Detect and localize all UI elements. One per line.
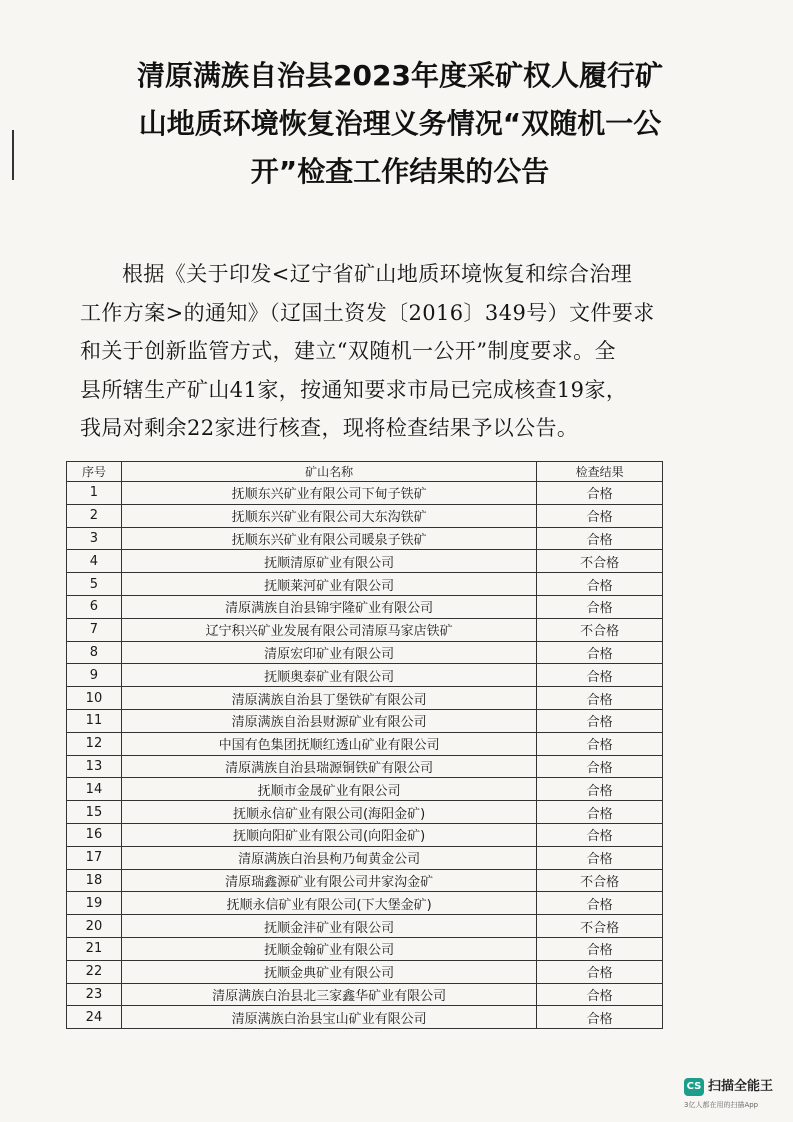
- row-result: 合格: [537, 801, 663, 824]
- row-mine-name: 抚顺清原矿业有限公司: [121, 550, 536, 573]
- row-index: 3: [67, 527, 122, 550]
- row-result: 合格: [537, 983, 663, 1006]
- table-row: [67, 573, 663, 596]
- row-result: 合格: [537, 482, 663, 505]
- row-index: 19: [67, 892, 122, 915]
- title-line-3: 开”检查工作结果的公告: [250, 155, 550, 188]
- paragraph-line-1: 根据《关于印发<辽宁省矿山地质环境恢复和综合治理: [122, 262, 633, 286]
- row-mine-name: 清原满族自治县瑞源铜铁矿有限公司: [121, 755, 536, 778]
- row-mine-name: 清原满族白治县枸乃甸黄金公司: [121, 846, 536, 869]
- row-index: 13: [67, 755, 122, 778]
- row-index: 9: [67, 664, 122, 687]
- table-row: [67, 732, 663, 755]
- header-result: 检查结果: [537, 462, 663, 482]
- row-result: 不合格: [537, 550, 663, 573]
- row-mine-name: 抚顺奥泰矿业有限公司: [121, 664, 536, 687]
- row-index: 21: [67, 937, 122, 960]
- row-mine-name: 抚顺市金晟矿业有限公司: [121, 778, 536, 801]
- table-row: [67, 709, 663, 732]
- announcement-title: [70, 52, 730, 196]
- row-index: 15: [67, 801, 122, 824]
- row-index: 5: [67, 573, 122, 596]
- row-mine-name: 清原满族白治县北三家鑫华矿业有限公司: [121, 983, 536, 1006]
- row-index: 23: [67, 983, 122, 1006]
- watermark-app-name: 扫描全能王: [708, 1079, 774, 1094]
- table-row: [67, 937, 663, 960]
- scanner-watermark: [684, 1078, 784, 1114]
- row-mine-name: 中国有色集团抚顺红透山矿业有限公司: [121, 732, 536, 755]
- table-row: [67, 801, 663, 824]
- row-mine-name: 抚顺东兴矿业有限公司下甸子铁矿: [121, 482, 536, 505]
- paragraph-line-3: 和关于创新监管方式，建立“双随机一公开”制度要求。全: [80, 339, 616, 363]
- row-index: 22: [67, 960, 122, 983]
- row-result: 合格: [537, 892, 663, 915]
- row-mine-name: 清原满族自治县财源矿业有限公司: [121, 709, 536, 732]
- table-header-row: [67, 462, 663, 482]
- row-mine-name: 抚顺永信矿业有限公司(海阳金矿): [121, 801, 536, 824]
- table-row: [67, 892, 663, 915]
- row-index: 18: [67, 869, 122, 892]
- row-result: 不合格: [537, 869, 663, 892]
- row-index: 14: [67, 778, 122, 801]
- row-index: 24: [67, 1006, 122, 1029]
- row-result: 合格: [537, 527, 663, 550]
- table-row: [67, 778, 663, 801]
- row-index: 7: [67, 618, 122, 641]
- row-result: 合格: [537, 1006, 663, 1029]
- table-row: [67, 915, 663, 938]
- header-index: 序号: [67, 462, 122, 482]
- paragraph-line-5: 我局对剩余22家进行核查，现将检查结果予以公告。: [80, 416, 579, 440]
- row-result: 合格: [537, 595, 663, 618]
- row-result: 合格: [537, 937, 663, 960]
- row-index: 17: [67, 846, 122, 869]
- row-index: 10: [67, 687, 122, 710]
- table-row: [67, 550, 663, 573]
- row-index: 6: [67, 595, 122, 618]
- table-row: [67, 1006, 663, 1029]
- table-row: [67, 687, 663, 710]
- camscanner-logo-icon: CS: [684, 1078, 704, 1096]
- row-result: 合格: [537, 823, 663, 846]
- row-result: 合格: [537, 778, 663, 801]
- table-row: [67, 960, 663, 983]
- table-row: [67, 869, 663, 892]
- row-result: 合格: [537, 846, 663, 869]
- row-mine-name: 清原满族自治县锦宇隆矿业有限公司: [121, 595, 536, 618]
- row-result: 不合格: [537, 915, 663, 938]
- row-index: 8: [67, 641, 122, 664]
- paragraph-line-4: 县所辖生产矿山41家，按通知要求市局已完成核查19家，: [80, 377, 628, 402]
- row-result: 合格: [537, 641, 663, 664]
- table-row: [67, 618, 663, 641]
- row-index: 12: [67, 732, 122, 755]
- table-row: [67, 527, 663, 550]
- row-result: 合格: [537, 709, 663, 732]
- row-mine-name: 抚顺东兴矿业有限公司暖泉子铁矿: [121, 527, 536, 550]
- row-mine-name: 抚顺永信矿业有限公司(下大堡金矿): [121, 892, 536, 915]
- table-row: [67, 823, 663, 846]
- row-index: 1: [67, 482, 122, 505]
- table-row: [67, 482, 663, 505]
- row-result: 合格: [537, 732, 663, 755]
- row-mine-name: 清原瑞鑫源矿业有限公司井家沟金矿: [121, 869, 536, 892]
- row-mine-name: 抚顺东兴矿业有限公司大东沟铁矿: [121, 504, 536, 527]
- row-index: 11: [67, 709, 122, 732]
- row-result: 合格: [537, 755, 663, 778]
- row-index: 20: [67, 915, 122, 938]
- row-mine-name: 清原满族白治县宝山矿业有限公司: [121, 1006, 536, 1029]
- row-mine-name: 抚顺金翰矿业有限公司: [121, 937, 536, 960]
- title-line-2: 山地质环境恢复治理义务情况“双随机一公: [138, 107, 662, 140]
- row-index: 4: [67, 550, 122, 573]
- row-result: 合格: [537, 687, 663, 710]
- row-mine-name: 抚顺金沣矿业有限公司: [121, 915, 536, 938]
- row-result: 不合格: [537, 618, 663, 641]
- row-result: 合格: [537, 504, 663, 527]
- title-line-1: 清原满族自治县2023年度采矿权人履行矿: [137, 59, 663, 92]
- row-index: 2: [67, 504, 122, 527]
- watermark-tagline: 3亿人都在用的扫描App: [684, 1101, 759, 1109]
- table-row: [67, 664, 663, 687]
- scan-mark: [12, 130, 18, 180]
- table-row: [67, 595, 663, 618]
- row-result: 合格: [537, 573, 663, 596]
- header-mine-name: 矿山名称: [121, 462, 536, 482]
- table-row: [67, 755, 663, 778]
- row-mine-name: 辽宁积兴矿业发展有限公司清原马家店铁矿: [121, 618, 536, 641]
- row-index: 16: [67, 823, 122, 846]
- table-row: [67, 504, 663, 527]
- table-row: [67, 846, 663, 869]
- body-paragraph: [80, 255, 660, 448]
- row-mine-name: 抚顺金典矿业有限公司: [121, 960, 536, 983]
- row-mine-name: 清原宏印矿业有限公司: [121, 641, 536, 664]
- inspection-results-table: [66, 461, 663, 1029]
- paragraph-line-2: 工作方案>的通知》（辽国土资发〔2016〕349号）文件要求: [80, 300, 655, 325]
- table-row: [67, 983, 663, 1006]
- row-mine-name: 抚顺向阳矿业有限公司(向阳金矿): [121, 823, 536, 846]
- row-result: 合格: [537, 960, 663, 983]
- row-mine-name: 抚顺莱河矿业有限公司: [121, 573, 536, 596]
- table-row: [67, 641, 663, 664]
- row-mine-name: 清原满族自治县丁堡铁矿有限公司: [121, 687, 536, 710]
- row-result: 合格: [537, 664, 663, 687]
